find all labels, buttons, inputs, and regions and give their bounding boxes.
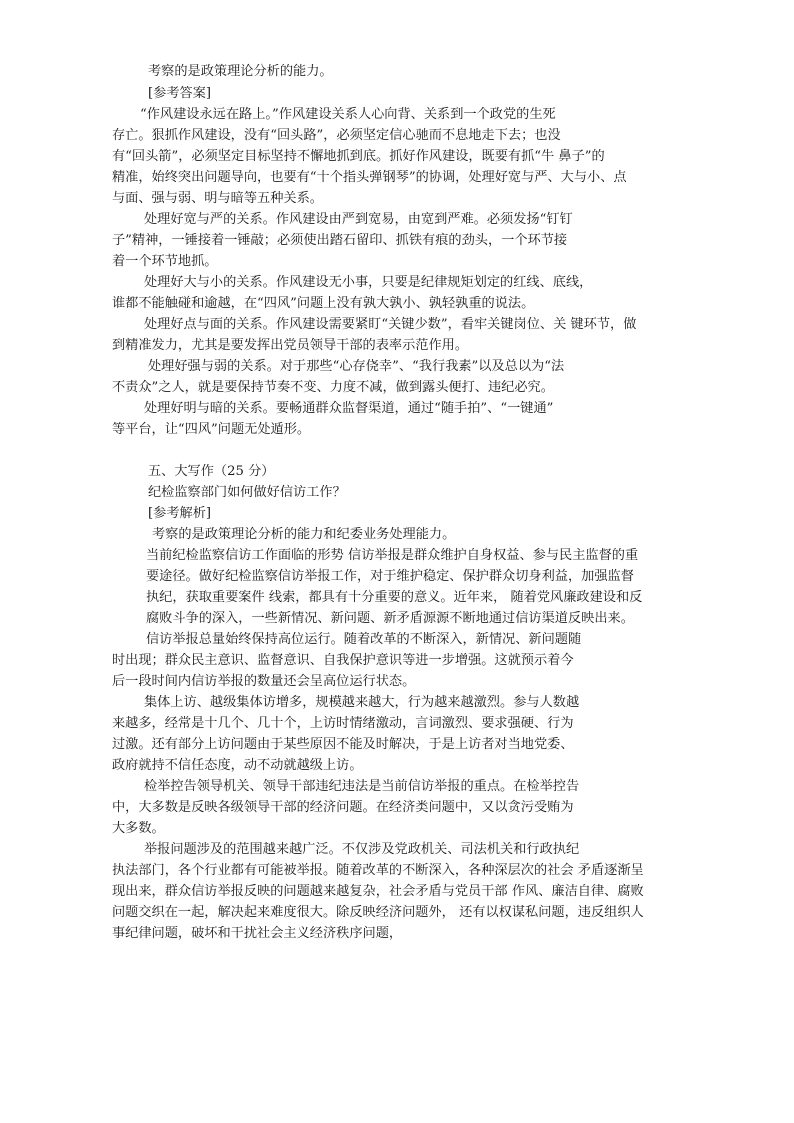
text-line: 集体上访、越级集体访增多，规模越来越大，行为越来越激烈。参与人数越 xyxy=(144,695,580,710)
text-line: 谁都不能触碰和逾越，在“四风”问题上没有孰大孰小、孰轻孰重的说法。 xyxy=(112,296,535,311)
text-line: 举报问题涉及的范围越来越广泛。不仅涉及党政机关、司法机关和行政执纪 xyxy=(144,842,580,857)
text-line: 考察的是政策理论分析的能力。 xyxy=(148,64,333,79)
text-line: 等平台，让“四风”问题无处遁形。 xyxy=(112,422,311,437)
text-line: 处理好宽与严的关系。作风建设由严到宽易，由宽到严难。必须发扬“钉钉 xyxy=(144,212,573,227)
section-heading: 五、大写作（25 分） xyxy=(148,464,275,479)
text-line: 腐败斗争的深入，一些新情况、新问题、新矛盾源源不断地通过信访渠道反映出来。 xyxy=(146,611,634,626)
text-line: 要途径。做好纪检监察信访举报工作，对于维护稳定、保护群众切身利益，加强监督 xyxy=(146,569,634,584)
text-line: 考察的是政策理论分析的能力和纪委业务处理能力。 xyxy=(152,527,456,542)
text-line: 信访举报总量始终保持高位运行。随着改革的不断深入，新情况、新问题随 xyxy=(146,632,582,647)
text-line: 处理好点与面的关系。作风建设需要紧盯“关键少数”，看牢关键岗位、关 键环节，做 xyxy=(144,317,637,332)
text-line: 不责众”之人，就是要保持节奏不变、力度不减，做到露头便打、违纪必究。 xyxy=(112,380,554,395)
text-line: 处理好大与小的关系。作风建设无小事，只要是纪律规矩划定的红线、底线， xyxy=(144,275,593,290)
text-line: 来越多，经常是十几个、几十个，上访时情绪激动，言词激烈、要求强硬、行为 xyxy=(112,716,574,731)
text-line: 政府就持不信任态度，动不动就越级上访。 xyxy=(112,758,363,773)
text-line: 执纪，获取重要案件 线索，都具有十分重要的意义。近年来， 随着党风廉政建设和反 xyxy=(146,590,643,605)
question-title: 纪检监察部门如何做好信访工作？ xyxy=(148,485,346,500)
text-line: 问题交织在一起，解决起来难度很大。除反映经济问题外， 还有以权谋私问题，违反组织人 xyxy=(112,905,644,920)
text-line: 存亡。狠抓作风建设，没有“回头路”，必须坚定信心驰而不息地走下去；也没 xyxy=(112,128,561,143)
text-line: 处理好明与暗的关系。要畅通群众监督渠道，通过“随手拍”、“一键通” xyxy=(144,401,554,416)
text-line: 过激。还有部分上访问题由于某些原因不能及时解决，于是上访者对当地党委、 xyxy=(112,737,574,752)
text-line: 当前纪检监察信访工作面临的形势 信访举报是群众维护自身权益、参与民主监督的重 xyxy=(146,548,639,563)
text-line: 到精准发力，尤其是要发挥出党员领导干部的表率示范作用。 xyxy=(112,338,469,353)
text-line: 处理好强与弱的关系。对于那些“心存侥幸”、“我行我素”以及总以为“法 xyxy=(148,359,565,374)
text-line: 精准，始终突出问题导向，也要有“十个指头弹钢琴”的协调，处理好宽与严、大与小、点 xyxy=(112,170,627,185)
text-line: 时出现；群众民主意识、监督意识、自我保护意识等进一步增强。这就预示着今 xyxy=(112,653,574,668)
text-line: [参考答案] xyxy=(148,86,212,101)
text-line: 有“回头箭”，必须坚定目标坚持不懈地抓到底。抓好作风建设，既要有抓“牛 鼻子”的 xyxy=(112,149,605,164)
text-line: 大多数。 xyxy=(112,821,165,836)
text-line: 检举控告领导机关、领导干部违纪违法是当前信访举报的重点。在检举控告 xyxy=(144,779,580,794)
text-line: 子”精神，一锤接着一锤敲；必须使出踏石留印、抓铁有痕的劲头，一个环节接 xyxy=(112,233,568,248)
text-line: “作风建设永远在路上。”作风建设关系人心向背、关系到一个政党的生死 xyxy=(140,107,556,122)
text-line: [参考解析] xyxy=(148,506,212,521)
text-line: 后一段时间内信访举报的数量还会呈高位运行状态。 xyxy=(112,674,416,689)
text-line: 现出来，群众信访举报反映的问题越来越复杂，社会矛盾与党员干部 作风、廉洁自律、腐败 xyxy=(112,884,644,899)
text-line: 着一个环节地抓。 xyxy=(112,254,218,269)
text-line: 与面、强与弱、明与暗等五种关系。 xyxy=(112,191,323,206)
text-line: 事纪律问题，破坏和干扰社会主义经济秩序问题， xyxy=(112,926,403,941)
text-line: 中，大多数是反映各级领导干部的经济问题。在经济类问题中，又以贪污受贿为 xyxy=(112,800,574,815)
text-line: 执法部门，各个行业都有可能被举报。随着改革的不断深入，各种深层次的社会 矛盾逐渐呈 xyxy=(112,863,644,878)
